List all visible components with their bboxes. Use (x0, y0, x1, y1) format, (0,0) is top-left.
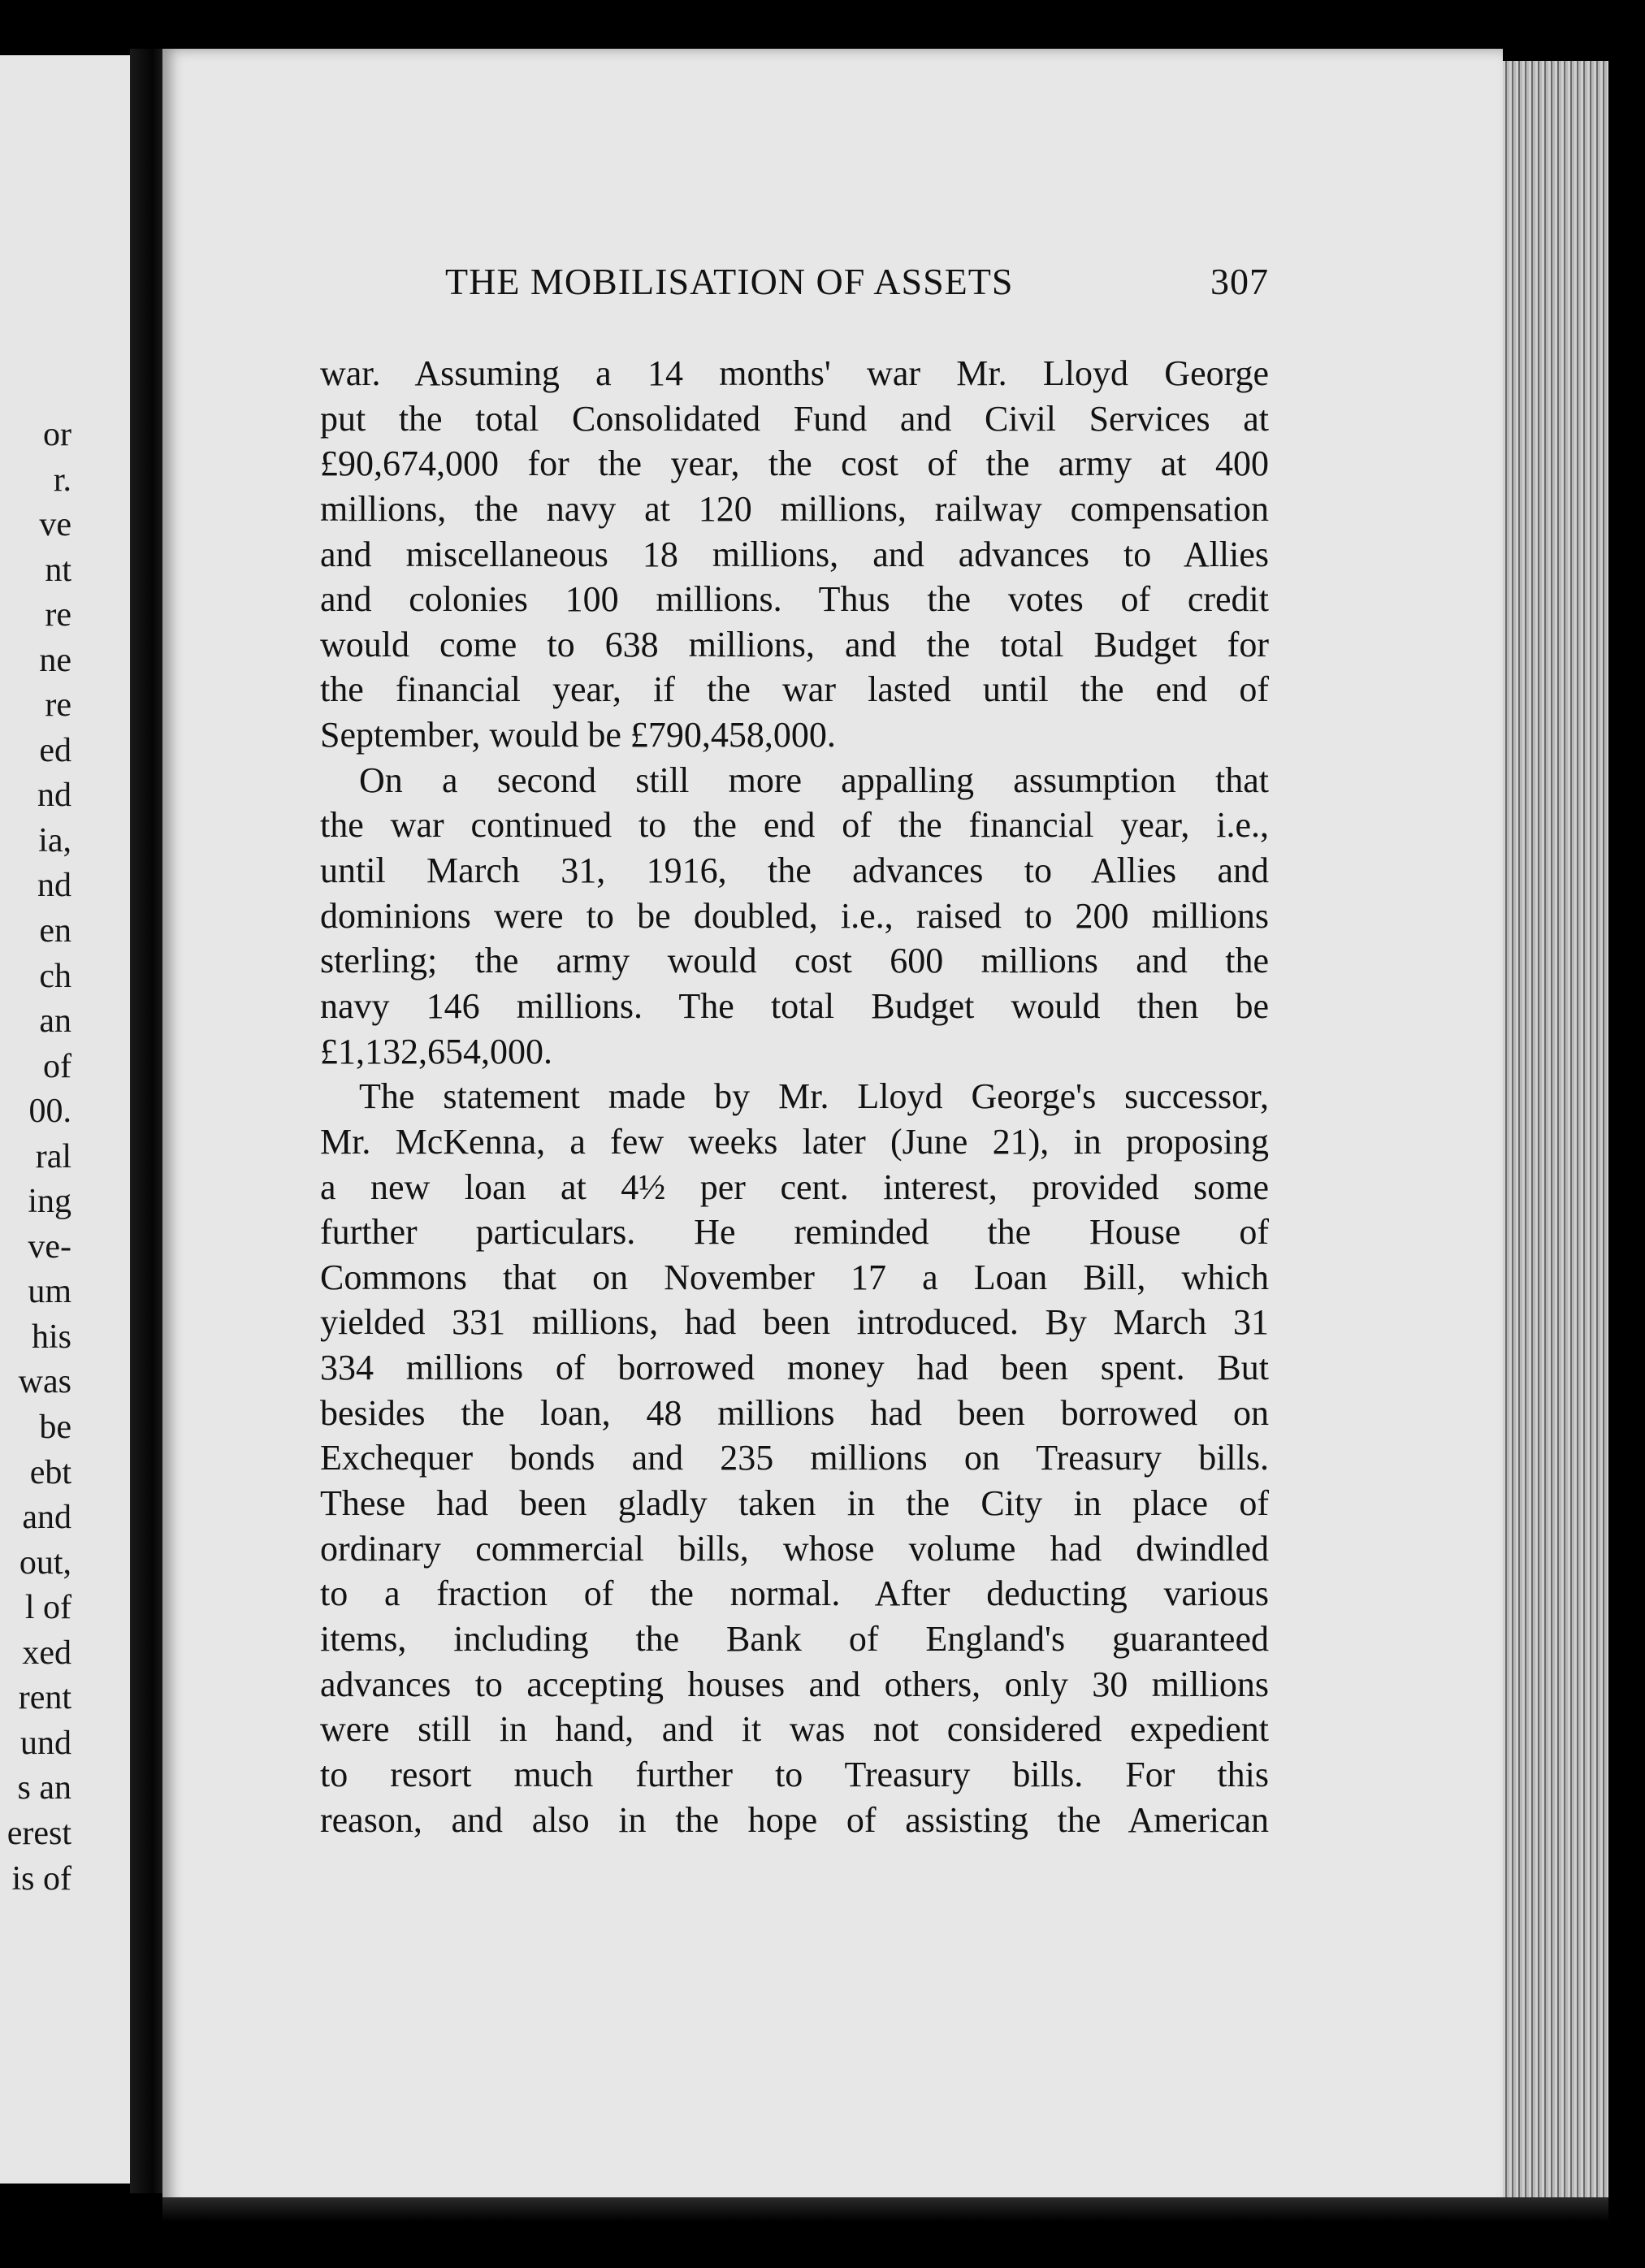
left-line: ing (28, 1183, 71, 1221)
text-line: yielded 331 millions, had been introduced. By March 31 (320, 1302, 1269, 1343)
left-line: l of (24, 1589, 71, 1627)
left-line: re (45, 686, 71, 725)
left-line: ed (39, 731, 71, 769)
text-line: and colonies 100 millions. Thus the votes of credit (320, 579, 1269, 620)
text-line: reason, and also in the hope of assisting the American (320, 1799, 1269, 1840)
left-line: nt (45, 551, 71, 589)
left-line: ch (39, 957, 71, 995)
text-line: the financial year, if the war lasted until the end of (320, 669, 1269, 710)
text-line: the war continued to the end of the financial year, i.e., (320, 805, 1269, 846)
text-line: navy 146 millions. The total Budget would then be (320, 985, 1269, 1026)
text-line: to a fraction of the normal. After deducting various (320, 1573, 1269, 1614)
left-line: out, (19, 1543, 71, 1582)
left-page (0, 55, 136, 2184)
left-line: ve (39, 506, 71, 544)
left-line: was (18, 1363, 71, 1401)
left-line: ne (39, 641, 71, 679)
running-head-title: THE MOBILISATION OF ASSETS (445, 261, 1014, 302)
text-line: advances to accepting houses and others, only 30 millions (320, 1664, 1269, 1704)
left-line: an (39, 1002, 71, 1041)
text-line: war. Assuming a 14 months' war Mr. Lloyd George (320, 353, 1269, 393)
left-line: re (45, 596, 71, 634)
text-line: sterling; the army would cost 600 millions and the (320, 941, 1269, 981)
text-line: millions, the navy at 120 millions, railway compensation (320, 488, 1269, 529)
left-line: ia, (38, 821, 71, 859)
text-line: items, including the Bank of England's guaranteed (320, 1618, 1269, 1659)
left-line: xed (22, 1634, 71, 1672)
left-line: ve- (28, 1227, 71, 1266)
left-line: rent (18, 1679, 71, 1717)
page-number: 307 (1210, 261, 1269, 302)
bottom-shadow (162, 2197, 1608, 2222)
text-line: On a second still more appalling assumption that (359, 760, 1269, 800)
text-line: £90,674,000 for the year, the cost of the army at 400 (320, 444, 1269, 484)
left-line: nd (37, 777, 71, 815)
text-line: 334 millions of borrowed money had been spent. But (320, 1348, 1269, 1388)
left-line: ebt (29, 1453, 71, 1491)
left-line: of (43, 1047, 71, 1085)
left-line: ral (35, 1137, 71, 1175)
left-line: 00. (28, 1093, 71, 1131)
text-line: besides the loan, 48 millions had been borrowed on (320, 1392, 1269, 1433)
text-line: put the total Consolidated Fund and Civil Services at (320, 398, 1269, 439)
left-line: and (22, 1499, 71, 1537)
text-line: September, would be £790,458,000. (320, 715, 836, 755)
left-line: or (43, 416, 71, 453)
left-line: nd (37, 867, 71, 905)
text-line: Exchequer bonds and 235 millions on Treasury bills. (320, 1438, 1269, 1478)
text-line: until March 31, 1916, the advances to Allies and (320, 850, 1269, 891)
left-line: s an (17, 1769, 71, 1807)
left-page-text (0, 413, 71, 1902)
text-line: further particulars. He reminded the House of (320, 1212, 1269, 1253)
left-line: be (39, 1409, 71, 1447)
left-line: um (28, 1273, 71, 1311)
text-line: would come to 638 millions, and the total Budget for (320, 624, 1269, 664)
body-text (320, 351, 1269, 1842)
text-line: a new loan at 4½ per cent. interest, provided some (320, 1166, 1269, 1207)
text-line: dominions were to be doubled, i.e., raised to 200 millions (320, 895, 1269, 936)
text-line: Mr. McKenna, a few weeks later (June 21), in proposing (320, 1121, 1269, 1162)
left-line: is of (11, 1859, 71, 1898)
left-line: en (39, 912, 71, 950)
text-line: These had been gladly taken in the City in place of (320, 1483, 1269, 1524)
text-line: The statement made by Mr. Lloyd George's successor, (359, 1076, 1269, 1117)
text-line: £1,132,654,000. (320, 1031, 552, 1071)
left-line: und (20, 1724, 71, 1762)
text-line: Commons that on November 17 a Loan Bill, which (320, 1257, 1269, 1297)
left-line: his (31, 1318, 71, 1356)
text-line: ordinary commercial bills, whose volume had dwindled (320, 1528, 1269, 1569)
text-line: to resort much further to Treasury bills. For this (320, 1754, 1269, 1794)
page-edges (1503, 61, 1608, 2214)
text-line: were still in hand, and it was not considered expedient (320, 1709, 1269, 1750)
text-line: and miscellaneous 18 millions, and advances to Allies (320, 534, 1269, 574)
left-line: erest (6, 1814, 71, 1852)
left-line: r. (53, 461, 71, 499)
